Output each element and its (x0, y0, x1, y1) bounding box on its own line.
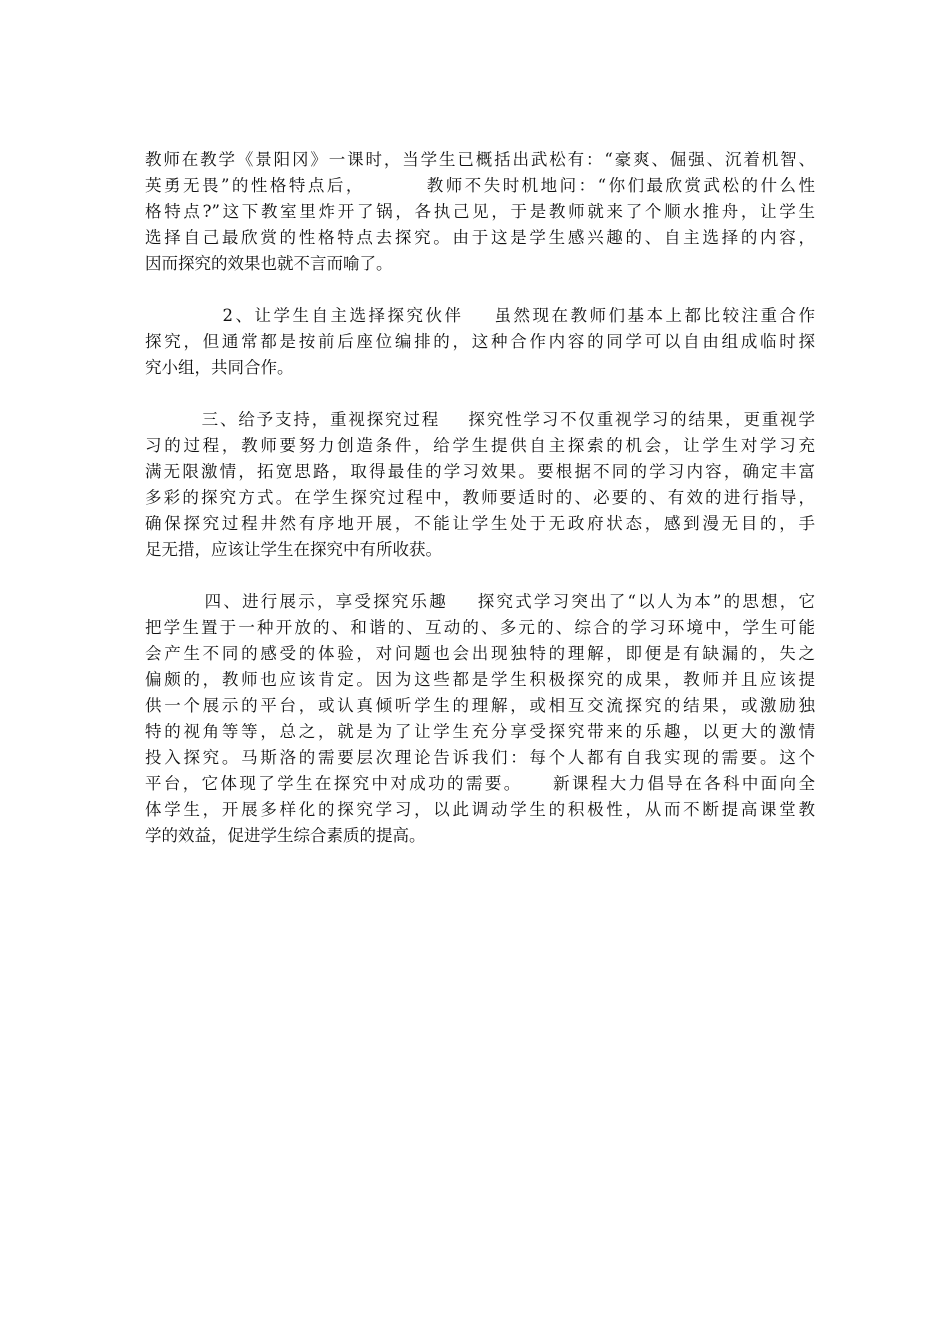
text-line: 因而探究的效果也就不言而喻了。 (145, 254, 393, 273)
text-line: 足无措，应该让学生在探究中有所收获。 (145, 540, 442, 559)
text-line: 探究，但通常都是按前后座位编排的，这种合作内容的同学可以自由组成临时探 (145, 332, 815, 351)
text-line: 多彩的探究方式。在学生探究过程中，教师要适时的、必要的、有效的进行指导， (145, 488, 815, 507)
text-line: 偏颇的，教师也应该肯定。因为这些都是学生积极探究的成果，教师并且应该提 (145, 670, 815, 689)
paragraph-section-3 (145, 407, 815, 563)
text-line: 供一个展示的平台，或认真倾听学生的理解，或相互交流探究的结果，或激励独 (145, 696, 815, 715)
text-line: 格特点?”这下教室里炸开了锅，各执己见，于是教师就来了个顺水推舟，让学生 (145, 202, 815, 221)
text-line: 会产生不同的感受的体验，对问题也会出现独特的理解，即便是有缺漏的，失之 (145, 644, 815, 663)
paragraph-intro-example (145, 147, 815, 277)
text-line: 教师在教学《景阳冈》一课时，当学生已概括出武松有：“豪爽、倔强、沉着机智、 (145, 150, 815, 169)
text-line: 三、给予支持，重视探究过程 探究性学习不仅重视学习的结果，更重视学 (145, 410, 815, 429)
document-body (145, 147, 815, 849)
text-line: 体学生，开展多样化的探究学习，以此调动学生的积极性，从而不断提高课堂教 (145, 800, 815, 819)
text-line: 投入探究。马斯洛的需要层次理论告诉我们：每个人都有自我实现的需要。这个 (145, 748, 815, 767)
paragraph-section-2 (145, 303, 815, 381)
text-line: 把学生置于一种开放的、和谐的、互动的、多元的、综合的学习环境中，学生可能 (145, 618, 815, 637)
text-line: 英勇无畏”的性格特点后， 教师不失时机地问：“你们最欣赏武松的什么性 (145, 176, 815, 195)
text-line: 学的效益，促进学生综合素质的提高。 (145, 826, 426, 845)
text-line: 平台，它体现了学生在探究中对成功的需要。 新课程大力倡导在各科中面向全 (145, 774, 815, 793)
text-line: 选择自己最欣赏的性格特点去探究。由于这是学生感兴趣的、自主选择的内容， (145, 228, 815, 247)
text-line: 满无限激情，拓宽思路，取得最佳的学习效果。要根据不同的学习内容，确定丰富 (145, 462, 815, 481)
text-line: 习的过程，教师要努力创造条件，给学生提供自主探索的机会，让学生对学习充 (145, 436, 815, 455)
text-line: 2、让学生自主选择探究伙伴 虽然现在教师们基本上都比较注重合作 (145, 306, 815, 325)
text-line: 四、进行展示，享受探究乐趣 探究式学习突出了“以人为本”的思想，它 (145, 592, 815, 611)
text-line: 特的视角等等，总之，就是为了让学生充分享受探究带来的乐趣，以更大的激情 (145, 722, 815, 741)
paragraph-section-4 (145, 589, 815, 849)
text-line: 究小组，共同合作。 (145, 358, 294, 377)
text-line: 确保探究过程井然有序地开展，不能让学生处于无政府状态，感到漫无目的，手 (145, 514, 815, 533)
